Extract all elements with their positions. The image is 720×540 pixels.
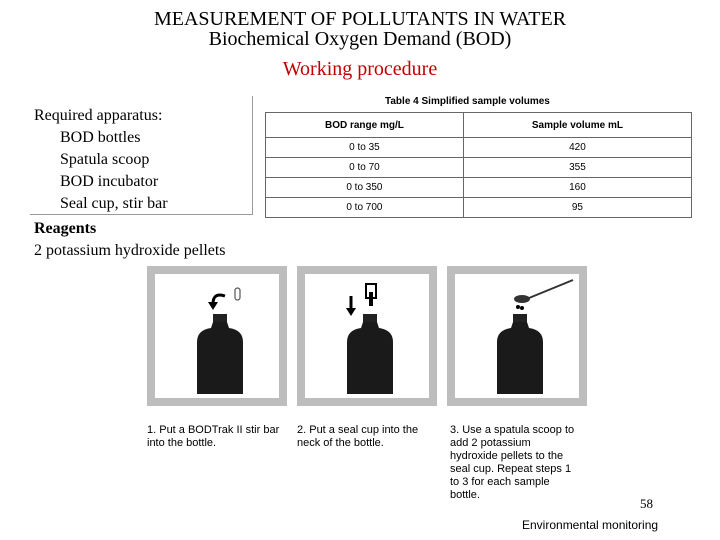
section-heading: Working procedure: [282, 58, 438, 80]
table-header-row: [266, 113, 692, 138]
table-cell: 95: [463, 198, 691, 218]
bottle-with-seal-cup-icon: [305, 274, 429, 398]
apparatus-item: BOD bottles: [60, 129, 141, 146]
reagents-block: [34, 218, 226, 262]
table-header-cell: Sample volume mL: [463, 113, 691, 138]
bottle-with-spatula-icon: [455, 274, 579, 398]
table-header-cell: BOD range mg/L: [266, 113, 464, 138]
sample-volume-table: [265, 112, 692, 218]
table-cell: 355: [463, 158, 691, 178]
table-cell: 420: [463, 138, 691, 158]
table-caption: Table 4 Simplified sample volumes: [385, 96, 550, 107]
apparatus-item: Spatula scoop: [60, 151, 150, 168]
table-cell: 0 to 700: [266, 198, 464, 218]
table-row: [266, 138, 692, 158]
step-2-illustration: [297, 266, 437, 406]
apparatus-frame: [30, 96, 253, 215]
step-1-caption: 1. Put a BODTrak II stir bar into the bottle.: [147, 424, 280, 449]
page-number: 58: [640, 496, 653, 511]
step-2-caption: 2. Put a seal cup into the neck of the bottle.: [297, 424, 419, 449]
slide-title: MEASUREMENT OF POLLUTANTS IN WATER: [153, 8, 567, 30]
table-cell: 0 to 70: [266, 158, 464, 178]
table-cell: 160: [463, 178, 691, 198]
reagents-text: 2 potassium hydroxide pellets: [34, 242, 226, 259]
step-3-caption: 3. Use a spatula scoop to add 2 potassium hydroxide pellets to the seal cup. Repeat steps 1 to 3 for each sample bottle.: [450, 424, 575, 501]
reagents-heading: Reagents: [34, 220, 97, 237]
step-1-illustration: [147, 266, 287, 406]
table-row: [266, 158, 692, 178]
slide-subtitle: Biochemical Oxygen Demand (BOD): [208, 28, 512, 50]
step-3-illustration: [447, 266, 587, 406]
apparatus-heading: Required apparatus:: [34, 107, 163, 124]
table-cell: 0 to 350: [266, 178, 464, 198]
footer-text: Environmental monitoring: [522, 518, 659, 532]
table-row: [266, 198, 692, 218]
apparatus-item: BOD incubator: [60, 173, 159, 190]
table-cell: 0 to 35: [266, 138, 464, 158]
bottle-with-stir-bar-icon: [155, 274, 279, 398]
table-row: [266, 178, 692, 198]
apparatus-item: Seal cup, stir bar: [60, 195, 168, 212]
